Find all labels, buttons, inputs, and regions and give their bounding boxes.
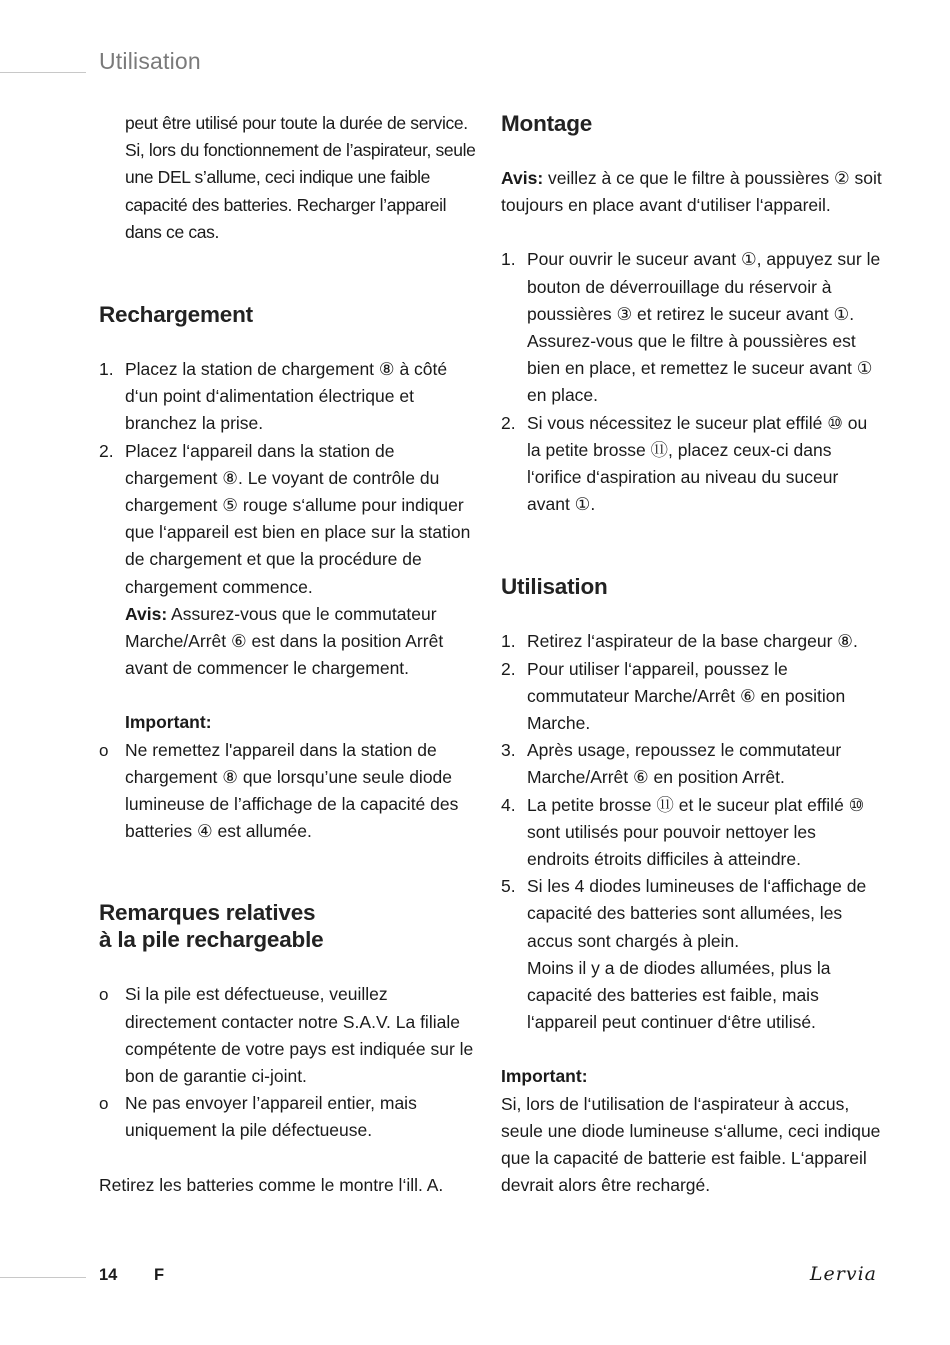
list-text: Pour ouvrir le suceur avant ①, appuyez sur le bouton de déverrouillage du réservoir à poussières ③ et retirez le suceur avant ①. Assurez-vous que le filtre à poussières est bien en place, et remettez le suceur avant ① en place. xyxy=(527,249,881,406)
header-title: Utilisation xyxy=(99,48,201,74)
bullet-marker: o xyxy=(99,1094,109,1114)
list-number: 2. xyxy=(501,658,516,679)
list-text: Pour utiliser l‘appareil, poussez le commutateur Marche/Arrêt ⑥ en position Marche. xyxy=(527,658,846,734)
list-item xyxy=(501,246,883,409)
left-column xyxy=(99,110,477,1199)
bullet-item xyxy=(99,1090,477,1144)
avis-text: Assurez-vous que le commutateur Marche/Arrêt ⑥ est dans la position Arrêt avant de commencer le chargement. xyxy=(125,603,444,679)
list-number: 1. xyxy=(99,359,114,380)
list-item xyxy=(501,873,883,955)
list-item xyxy=(99,356,477,438)
list-item xyxy=(501,410,883,519)
list-item xyxy=(501,656,883,738)
brand-logo: Lervia xyxy=(809,1263,877,1285)
language-code: F xyxy=(154,1266,165,1284)
removal-note: Retirez les batteries comme le montre l‘ill. A. xyxy=(99,1174,444,1195)
list-number: 1. xyxy=(501,631,516,652)
list-text: Après usage, repoussez le commutateur Marche/Arrêt ⑥ en position Arrêt. xyxy=(527,740,842,788)
bullet-text: Si la pile est défectueuse, veuillez directement contacter notre S.A.V. La filiale compétente de votre pays est indiquée sur le bon de garantie ci-joint. xyxy=(125,984,474,1087)
avis-text: veillez à ce que le filtre à poussières ② soit toujours en place avant d‘utiliser l‘appareil. xyxy=(501,168,882,216)
list-text: Placez l‘appareil dans la station de chargement ⑧. Le voyant de contrôle du chargement ⑤ rouge s‘allume pour indiquer que l‘appareil est bien en place sur la station de chargement et que la procédure de chargement commence. xyxy=(125,440,471,597)
section-title-rechargement: Rechargement xyxy=(99,302,253,328)
list-number: 2. xyxy=(501,412,516,433)
bullet-item xyxy=(99,737,477,846)
avis-note xyxy=(99,601,477,683)
list-item xyxy=(99,438,477,601)
bullet-marker: o xyxy=(99,985,109,1005)
important-label: Important: xyxy=(125,712,212,733)
section-title-utilisation: Utilisation xyxy=(501,574,608,600)
bullet-text: Ne remettez l'appareil dans la station de chargement ⑧ que lorsqu’une seule diode lumineuse de l’affichage de la capacité des batteries ④ est allumée. xyxy=(125,739,459,842)
list-number: 3. xyxy=(501,740,516,761)
avis-label: Avis: xyxy=(125,603,168,624)
list-item xyxy=(501,628,883,655)
right-column xyxy=(501,110,883,1200)
list-text: Si les 4 diodes lumineuses de l‘affichage de capacité des batteries sont allumées, les accus sont chargés à plein. xyxy=(527,876,867,951)
list-text: Placez la station de chargement ⑧ à côté d‘un point d‘alimentation électrique et branchez la prise. xyxy=(125,359,448,434)
intro-paragraph: peut être utilisé pour toute la durée de service. Si, lors du fonctionnement de l’aspirateur, seule une DEL s’allume, ceci indique une faible capacité des batteries. Recharger l’appareil dans ce cas. xyxy=(125,113,476,242)
section-title-remarques: Remarques relatives à la pile rechargeable xyxy=(99,900,324,953)
list-number: 4. xyxy=(501,794,516,815)
section-title-montage: Montage xyxy=(501,111,593,136)
page-number: 14 xyxy=(99,1266,118,1284)
avis-label: Avis: xyxy=(501,168,544,188)
list-text: La petite brosse ⑪ et le suceur plat effilé ⑩ sont utilisés pour pouvoir nettoyer les endroits étroits difficiles à atteindre. xyxy=(527,794,865,870)
list-continuation: Moins il y a de diodes allumées, plus la capacité des batteries est faible, mais l‘appareil peut continuer d‘être utilisé. xyxy=(527,957,831,1033)
list-text: Si vous nécessitez le suceur plat effilé ⑩ ou la petite brosse ⑪, placez ceux-ci dans l‘orifice d‘aspiration au niveau du suceur avant ①. xyxy=(527,412,868,515)
footer-rule xyxy=(0,1277,86,1278)
list-number: 5. xyxy=(501,876,516,897)
header-rule xyxy=(0,72,86,73)
list-text: Retirez l‘aspirateur de la base chargeur ⑧. xyxy=(527,631,858,652)
important-text: Si, lors de l‘utilisation de l‘aspirateur à accus, seule une diode lumineuse s‘allume, ceci indique que la capacité de batterie est faible. L‘appareil devrait alors être rechargé. xyxy=(501,1093,881,1196)
list-number: 2. xyxy=(99,440,114,461)
list-item xyxy=(501,737,883,791)
bullet-item xyxy=(99,981,477,1090)
bullet-text: Ne pas envoyer l’appareil entier, mais uniquement la pile défectueuse. xyxy=(125,1093,417,1141)
avis-note xyxy=(501,165,883,219)
important-label: Important: xyxy=(501,1066,588,1087)
list-item xyxy=(501,792,883,874)
list-number: 1. xyxy=(501,249,516,270)
bullet-marker: o xyxy=(99,740,109,760)
